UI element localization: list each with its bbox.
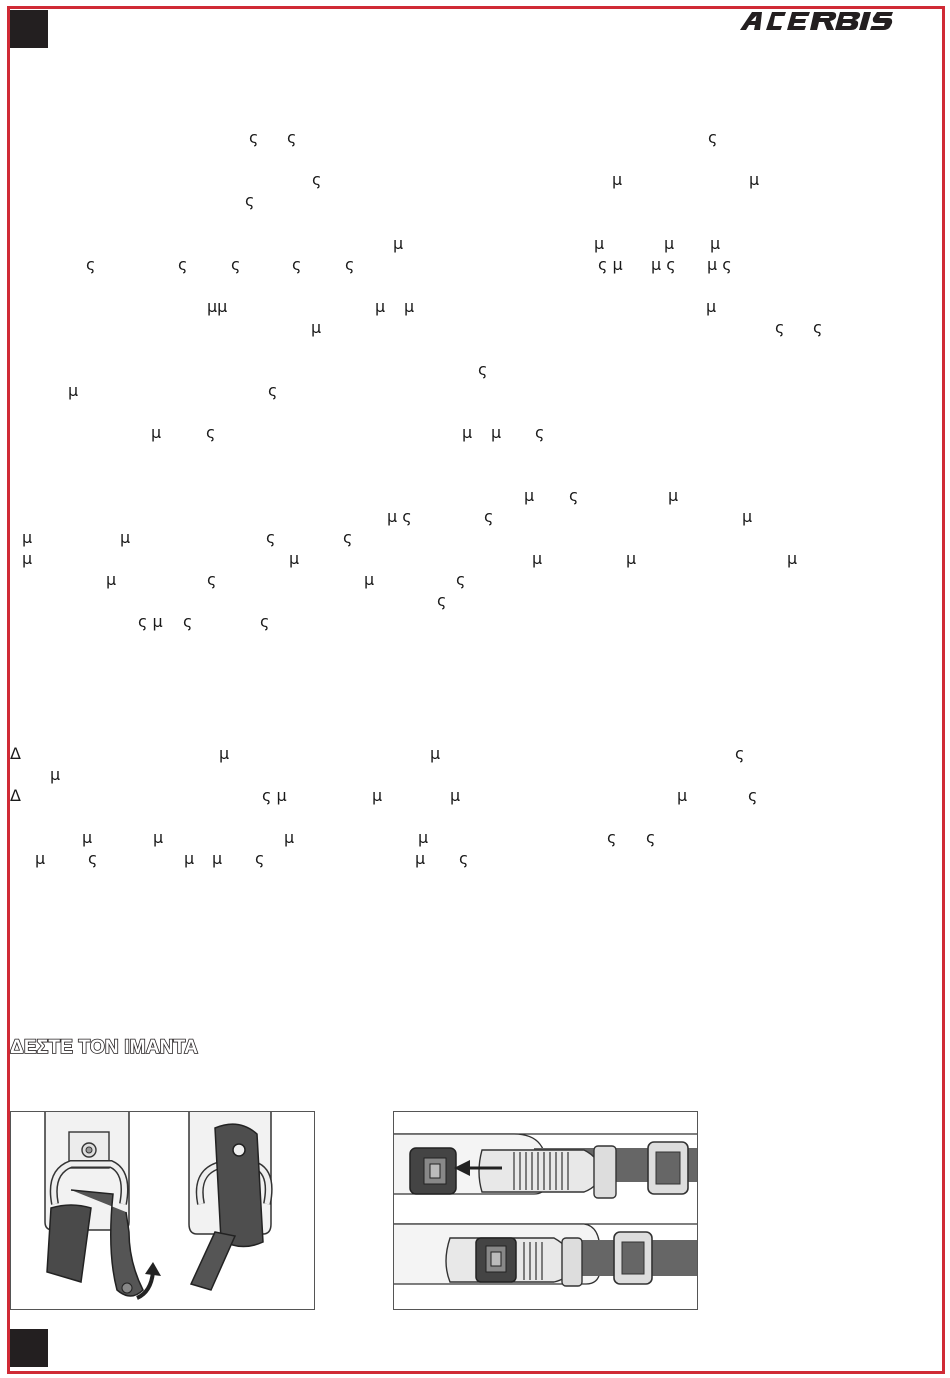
- text-fragment: μ: [106, 570, 117, 589]
- text-fragment: μ: [22, 528, 33, 547]
- text-fragment: μ: [184, 849, 195, 868]
- text-fragment: μ: [151, 423, 162, 442]
- text-fragment: ς: [268, 381, 278, 400]
- text-fragment: μ: [153, 828, 164, 847]
- text-fragment: ς: [245, 191, 255, 210]
- text-fragment: μ: [393, 234, 404, 253]
- text-fragment: μ: [289, 549, 300, 568]
- text-fragment: μ: [664, 234, 675, 253]
- text-fragment: μ: [612, 170, 623, 189]
- text-fragment: ς: [437, 591, 447, 610]
- text-fragment: μ: [430, 744, 441, 763]
- text-fragment: ς: [249, 128, 259, 147]
- text-fragment: μ: [677, 786, 688, 805]
- corner-marker-top: [10, 10, 48, 48]
- text-fragment: μ: [450, 786, 461, 805]
- text-fragment: Δ: [10, 744, 21, 763]
- text-fragment: Δ: [10, 786, 21, 805]
- text-fragment: ς: [813, 318, 823, 337]
- text-fragment: μ: [212, 849, 223, 868]
- text-fragment: μ: [668, 486, 679, 505]
- text-fragment: ς: [459, 849, 469, 868]
- text-fragment: ς: [646, 828, 656, 847]
- text-fragment: μ: [372, 786, 383, 805]
- text-fragment: ς: [183, 612, 193, 631]
- text-fragment: ς: [231, 255, 241, 274]
- text-fragment: μ: [120, 528, 131, 547]
- text-fragment: ς: [266, 528, 276, 547]
- section-heading: ΔΕΣΤΕ ΤΟΝ ΙΜΑΝΤΑ: [10, 1037, 198, 1058]
- text-fragment: ς: [478, 360, 488, 379]
- text-fragment: ς: [456, 570, 466, 589]
- text-fragment: ς: [260, 612, 270, 631]
- text-fragment: μ: [219, 744, 230, 763]
- text-fragment: ς: [345, 255, 355, 274]
- text-fragment: ς: [206, 423, 216, 442]
- text-fragment: μ: [491, 423, 502, 442]
- figure-strap-loop: [10, 1111, 315, 1310]
- text-fragment: μ: [532, 549, 543, 568]
- text-fragment: μ: [284, 828, 295, 847]
- text-fragment: ς μ: [262, 786, 287, 805]
- text-fragment: ς: [312, 170, 322, 189]
- text-fragment: μ: [418, 828, 429, 847]
- text-fragment: ς: [287, 128, 297, 147]
- text-fragment: μ: [749, 170, 760, 189]
- text-fragment: ς: [178, 255, 188, 274]
- text-fragment: ς: [255, 849, 265, 868]
- text-fragment: μ ς: [651, 255, 676, 274]
- text-fragment: μ: [311, 318, 322, 337]
- text-fragment: ς: [86, 255, 96, 274]
- text-fragment: μ: [594, 234, 605, 253]
- text-fragment: μ: [22, 549, 33, 568]
- text-fragment: ς: [292, 255, 302, 274]
- text-fragment: ς: [607, 828, 617, 847]
- text-fragment: ς μ: [138, 612, 163, 631]
- text-fragment: ς: [207, 570, 217, 589]
- text-fragment: μ: [626, 549, 637, 568]
- figure-buckle-closing: [393, 1111, 698, 1310]
- text-fragment: ς μ: [598, 255, 623, 274]
- text-fragment: ς: [484, 507, 494, 526]
- text-fragment: μ ς: [387, 507, 412, 526]
- text-fragment: μ: [404, 297, 415, 316]
- text-fragment: μ: [415, 849, 426, 868]
- text-fragment: μ: [68, 381, 79, 400]
- text-fragment: μ: [82, 828, 93, 847]
- text-fragment: ς: [535, 423, 545, 442]
- text-fragment: ς: [708, 128, 718, 147]
- text-fragment: ς: [735, 744, 745, 763]
- text-fragment: μ: [524, 486, 535, 505]
- text-fragment: μμ: [207, 297, 228, 316]
- text-fragment: μ: [35, 849, 46, 868]
- text-fragment: μ: [787, 549, 798, 568]
- text-fragment: μ: [50, 765, 61, 784]
- text-fragment: ς: [88, 849, 98, 868]
- text-fragment: μ: [742, 507, 753, 526]
- text-fragment: ς: [748, 786, 758, 805]
- text-fragment: ς: [343, 528, 353, 547]
- text-fragment: μ ς: [707, 255, 732, 274]
- text-fragment: μ: [364, 570, 375, 589]
- text-fragment: μ: [375, 297, 386, 316]
- text-fragment: μ: [710, 234, 721, 253]
- text-fragment: ς: [569, 486, 579, 505]
- text-fragment: ς: [775, 318, 785, 337]
- acerbis-logo: [738, 6, 894, 34]
- text-fragment: μ: [462, 423, 473, 442]
- corner-marker-bottom: [10, 1329, 48, 1367]
- text-fragment: μ: [706, 297, 717, 316]
